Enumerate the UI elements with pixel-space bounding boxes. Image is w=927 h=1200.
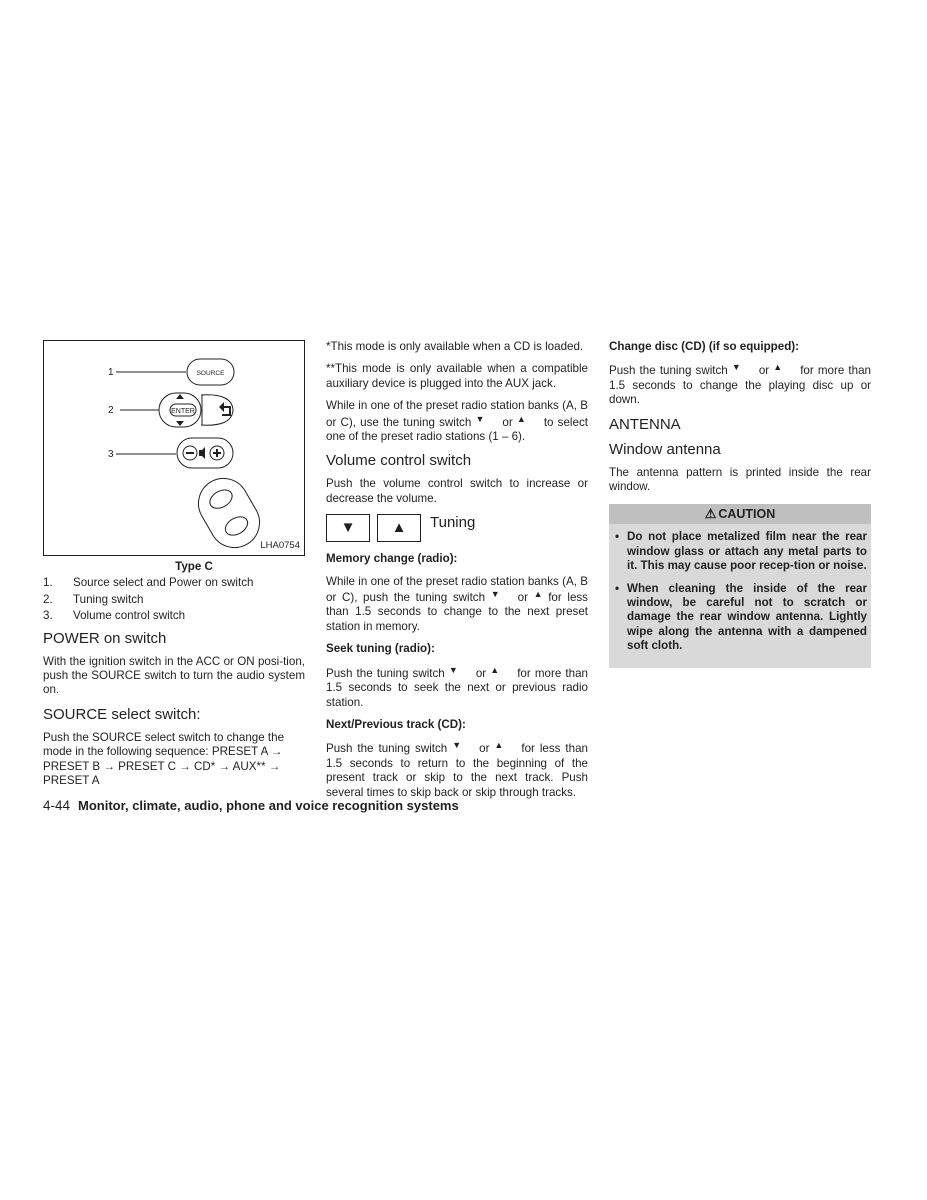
source-heading: SOURCE select switch: (43, 705, 201, 723)
change-disc-text: Push the tuning switch ▼ or ▲ for more than 1.5 seconds to change the playing disc up or down. (609, 362, 871, 407)
note-aux: **This mode is only available when a compatible auxiliary device is plugged into the AUX jack. (326, 362, 588, 390)
triangle-up-icon: ▲ (516, 413, 526, 424)
triangle-down-icon: ▼ (448, 664, 458, 675)
antenna-heading: ANTENNA (609, 415, 681, 433)
volume-text: Push the volume control switch to increase or decrease the volume. (326, 477, 588, 505)
warning-icon: ⚠ (704, 506, 717, 522)
list-item: 1. Source select and Power on switch (43, 576, 254, 590)
power-heading: POWER on switch (43, 629, 167, 647)
triangle-down-icon: ▼ (490, 589, 500, 600)
figure-caption: Type C (175, 560, 213, 573)
triangle-up-icon: ▲ (773, 362, 783, 373)
preset-text: While in one of the preset radio station banks (A, B or C), use the tuning switch ▼ or ▲ to select one of the preset radio stations (1 – 6). (326, 399, 588, 444)
triangle-up-icon: ▲ (494, 740, 504, 751)
audio-switch-diagram (44, 341, 304, 555)
volume-heading: Volume control switch (326, 452, 472, 470)
tuning-switch-illustration (326, 514, 588, 542)
window-antenna-text: The antenna pattern is printed inside the rear window. (609, 465, 871, 494)
column-right (609, 340, 871, 668)
memory-text: While in one of the preset radio station banks (A, B or C), push the tuning switch ▼ or ▲ for less than 1.5 seconds to change to the next preset station in memory. (326, 574, 588, 633)
caution-title: ⚠ CAUTION (609, 504, 871, 524)
power-text: With the ignition switch in the ACC or ON posi-tion, push the SOURCE switch to turn the audio system on. (43, 654, 305, 697)
tuning-up-icon: ▲ (377, 514, 421, 542)
page-footer (43, 798, 459, 813)
callout-3: 3 (108, 449, 114, 460)
change-disc-heading: Change disc (CD) (if so equipped): (609, 340, 800, 353)
seek-heading: Seek tuning (radio): (326, 642, 435, 656)
next-track-text: Push the tuning switch ▼ or ▲ for less than 1.5 seconds to return to the beginning of the present track or skip to the next track. Push several times to skip back or skip through tracks. (326, 740, 588, 799)
triangle-up-icon: ▲ (490, 664, 500, 675)
list-item: 2. Tuning switch (43, 592, 144, 606)
switch-list (43, 576, 305, 623)
seek-text: Push the tuning switch ▼ or ▲ for more than 1.5 seconds to seek the next or previous radio station. (326, 664, 588, 709)
triangle-up-icon: ▲ (533, 589, 543, 600)
tuning-down-icon: ▼ (326, 514, 370, 542)
caution-box (609, 504, 871, 667)
list-item: 3. Volume control switch (43, 609, 186, 623)
callout-2: 2 (108, 405, 114, 416)
note-cd: *This mode is only available when a CD is loaded. (326, 340, 584, 353)
section-title: Monitor, climate, audio, phone and voice recognition systems (78, 798, 459, 813)
source-button-label: SOURCE (196, 370, 225, 377)
triangle-down-icon: ▼ (731, 362, 741, 373)
caution-item: • Do not place metalized film near the rear window glass or attach any metal parts to it. This may cause poor recep-tion or noise. (615, 530, 867, 573)
triangle-down-icon: ▼ (475, 413, 485, 424)
source-text: Push the SOURCE select switch to change the mode in the following sequence: PRESET A → PRESET B → PRESET C → CD* → AUX** → PRESET A (43, 730, 285, 788)
tuning-label: Tuning (430, 514, 476, 532)
enter-button-label: ENTER (171, 408, 195, 415)
memory-heading: Memory change (radio): (326, 552, 458, 566)
callout-1: 1 (108, 367, 114, 378)
triangle-down-icon: ▼ (452, 740, 462, 751)
page-number: 4-44 (43, 798, 71, 813)
audio-controls-figure (43, 340, 305, 556)
figure-code: LHA0754 (260, 539, 300, 551)
window-antenna-heading: Window antenna (609, 440, 721, 458)
column-middle (326, 340, 588, 808)
caution-item: • When cleaning the inside of the rear window, be careful not to scratch or damage the rear window antenna. Lightly wipe along the antenna with a dampened soft cloth. (615, 581, 867, 653)
column-left (43, 340, 305, 796)
next-track-heading: Next/Previous track (CD): (326, 717, 466, 731)
